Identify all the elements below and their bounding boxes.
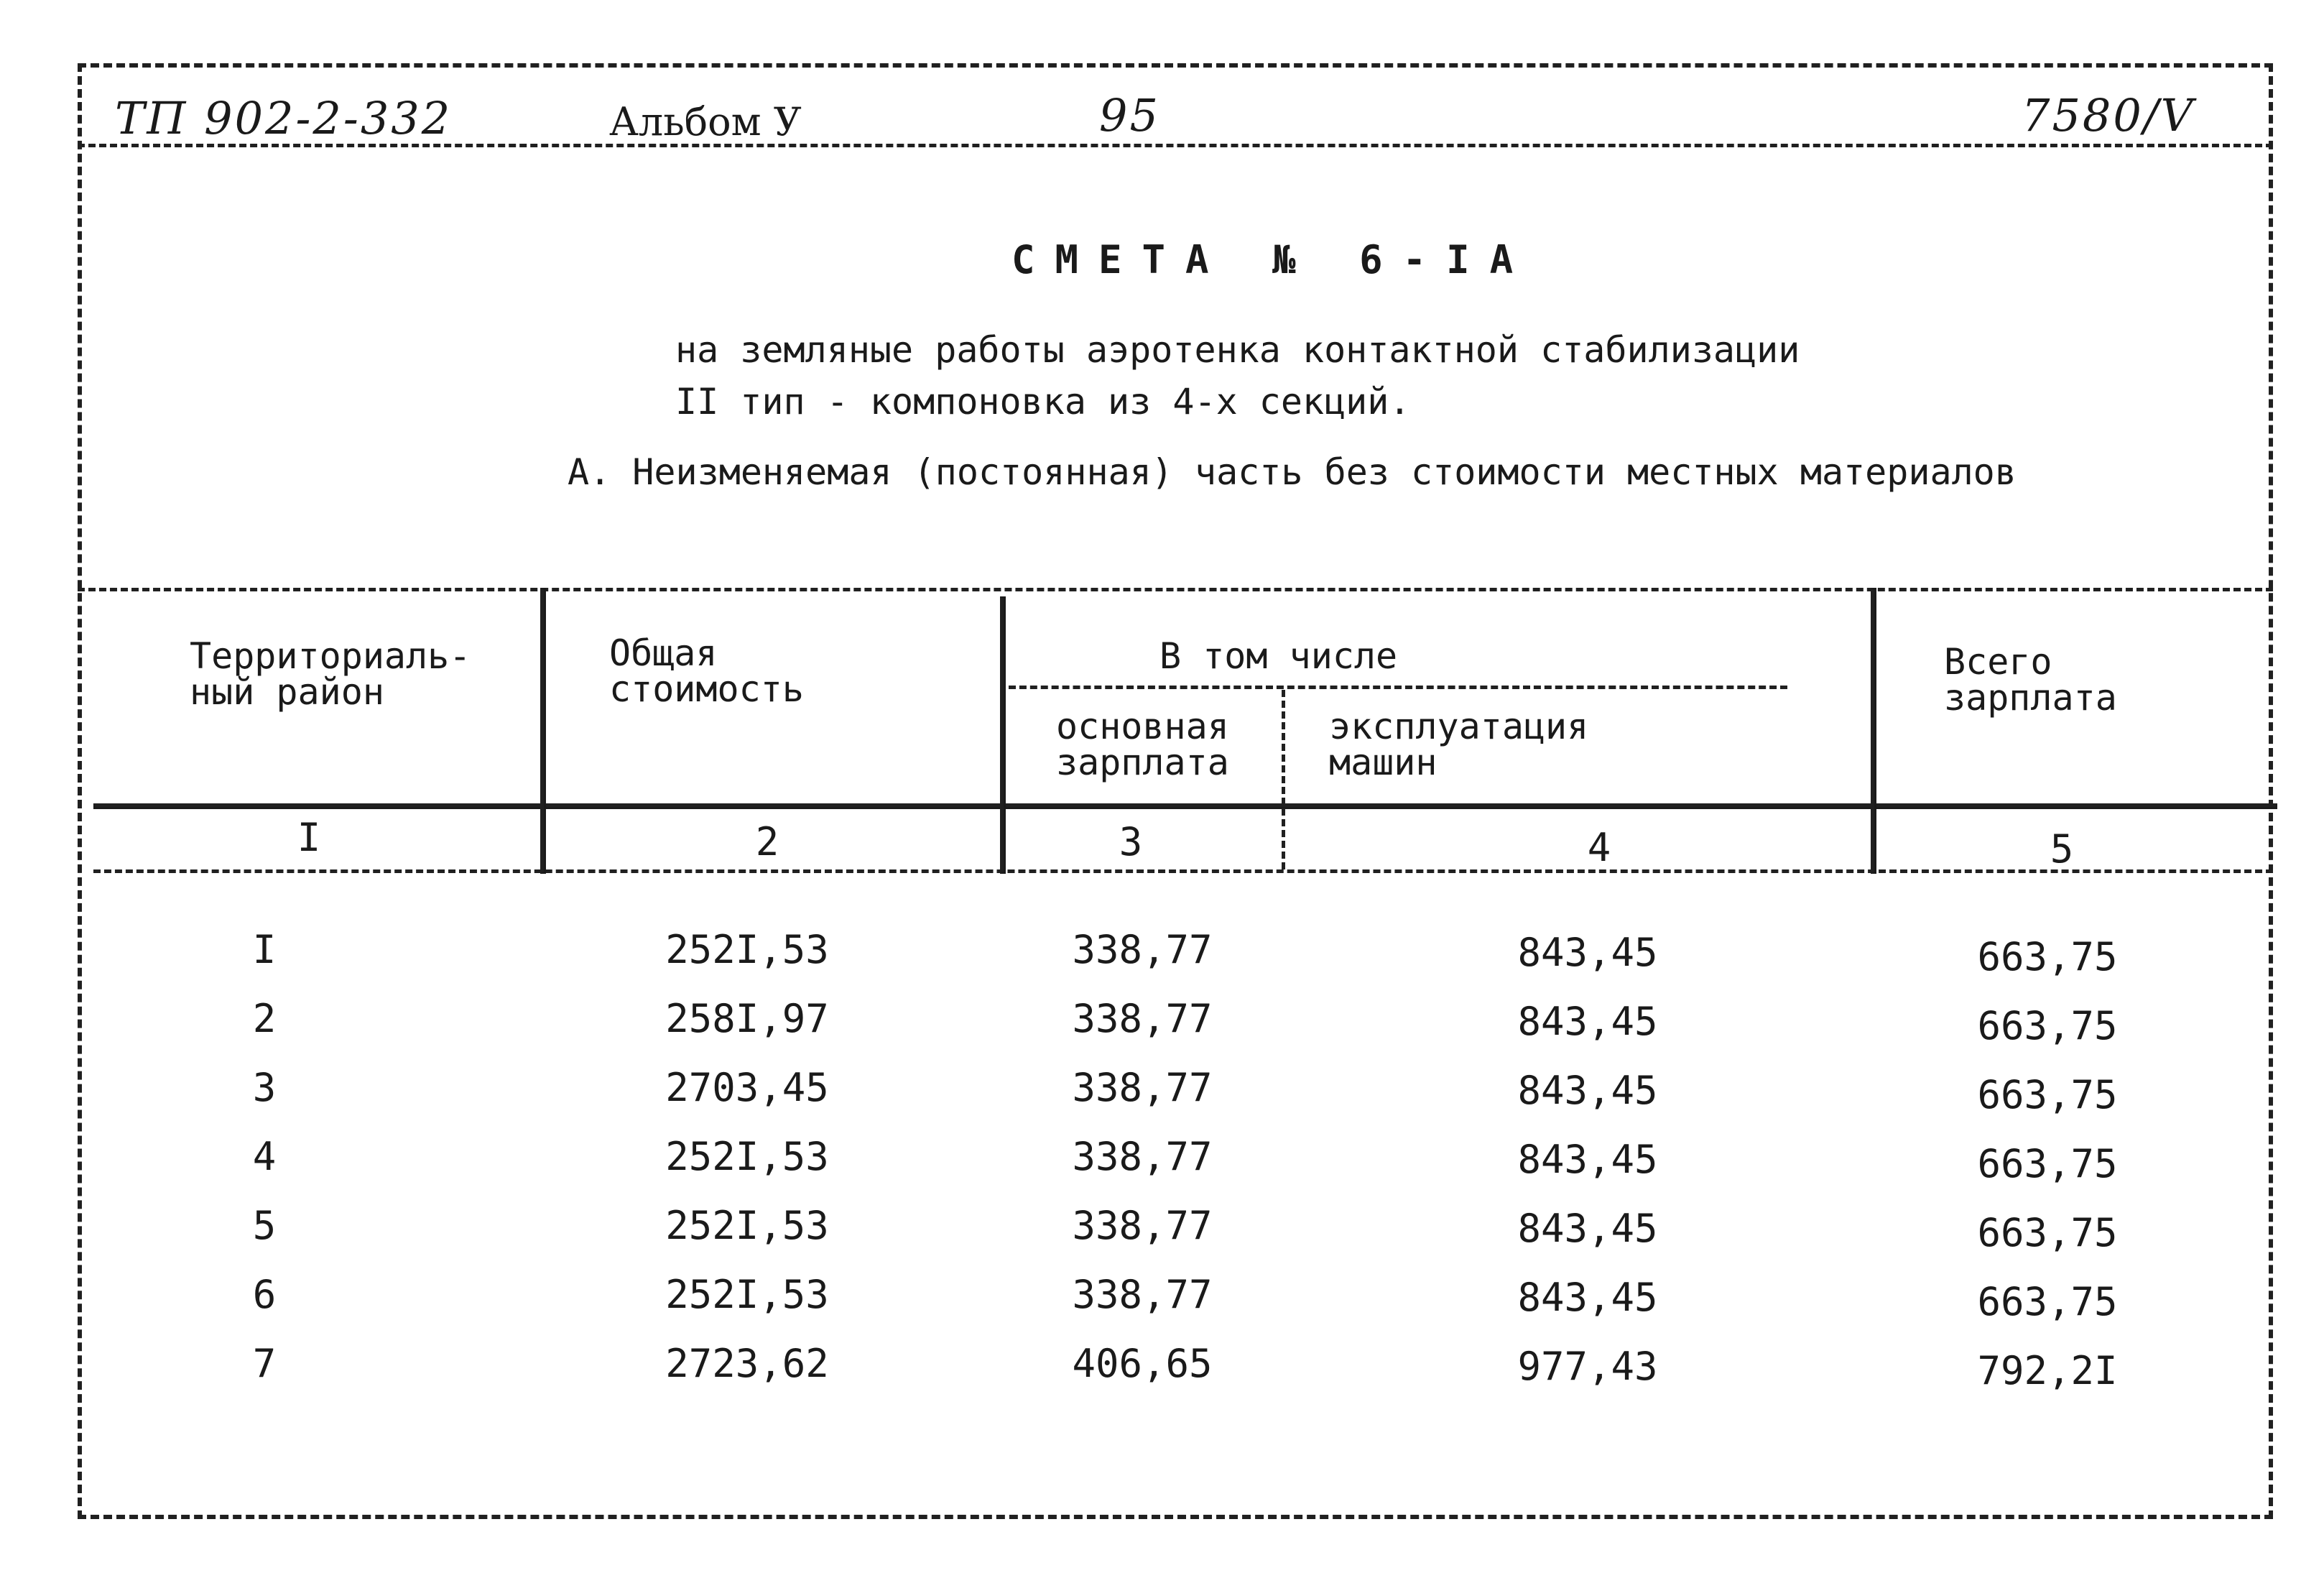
cell-region: 2 [252, 996, 277, 1041]
cell-base-salary: 338,77 [1072, 996, 1213, 1041]
column-number-5: 5 [2050, 826, 2074, 872]
cell-region: 7 [252, 1341, 277, 1386]
column-divider-3 [1282, 690, 1285, 869]
header-total-cost: Общая стоимость [609, 632, 804, 710]
cell-total-salary: 663,75 [1977, 1210, 2118, 1255]
cell-machines: 977,43 [1517, 1344, 1658, 1389]
estimate-title: СМЕТА № 6-IА [1011, 237, 1534, 282]
cell-region: 4 [252, 1134, 277, 1179]
cell-base-salary: 338,77 [1072, 927, 1213, 972]
including-underline [1009, 686, 1787, 689]
cell-machines: 843,45 [1517, 1137, 1658, 1182]
cell-region: 3 [252, 1065, 277, 1110]
cell-total-cost: 252I,53 [665, 1134, 829, 1179]
cell-base-salary: 338,77 [1072, 1065, 1213, 1110]
cell-machines: 843,45 [1517, 930, 1658, 975]
cell-machines: 843,45 [1517, 1206, 1658, 1251]
cell-region: 5 [252, 1203, 277, 1248]
cell-total-salary: 663,75 [1977, 1003, 2118, 1048]
cell-base-salary: 338,77 [1072, 1203, 1213, 1248]
subtitle-line-2: II тип - компоновка из 4-х секций. [675, 381, 1411, 423]
header-machines: эксплуатация машин [1329, 706, 1589, 783]
header-bottom-border [93, 803, 2277, 809]
column-divider-2 [1000, 596, 1006, 874]
column-numbers-bottom-border [93, 869, 2273, 873]
column-number-2: 2 [755, 819, 779, 864]
column-number-1: I [297, 815, 321, 860]
header-including: В том числе [1159, 635, 1398, 677]
cell-machines: 843,45 [1517, 1068, 1658, 1113]
cell-total-cost: 2703,45 [665, 1065, 829, 1110]
cell-machines: 843,45 [1517, 1275, 1658, 1320]
column-number-3: 3 [1119, 819, 1143, 864]
cell-total-cost: 252I,53 [665, 927, 829, 972]
table-top-border [78, 588, 2273, 591]
header-region: Территориаль- ный район [190, 635, 471, 713]
cell-total-cost: 2723,62 [665, 1341, 829, 1386]
document-code: ТП 902-2-332 [115, 92, 453, 144]
cell-base-salary: 338,77 [1072, 1272, 1213, 1317]
header-base-salary: основная зарплата [1056, 706, 1229, 783]
cell-total-cost: 252I,53 [665, 1272, 829, 1317]
cell-total-salary: 792,2I [1977, 1348, 2118, 1393]
subtitle-line-1: на земляные работы аэротенка контактной стабилизации [675, 329, 1800, 371]
cell-total-salary: 663,75 [1977, 1141, 2118, 1186]
cell-region: I [252, 927, 277, 972]
cell-region: 6 [252, 1272, 277, 1317]
page-number: 95 [1099, 89, 1160, 142]
subtitle-line-3: А. Неизменяемая (постоянная) часть без стоимости местных материалов [568, 451, 2017, 493]
cell-base-salary: 406,65 [1072, 1341, 1213, 1386]
cell-total-salary: 663,75 [1977, 1279, 2118, 1324]
cell-total-salary: 663,75 [1977, 934, 2118, 979]
archive-number: 7580/V [2022, 89, 2195, 142]
cell-total-cost: 258I,97 [665, 996, 829, 1041]
column-divider-4 [1871, 588, 1876, 874]
cell-total-cost: 252I,53 [665, 1203, 829, 1248]
cell-base-salary: 338,77 [1072, 1134, 1213, 1179]
column-divider-1 [540, 588, 546, 874]
album-label: Альбом У [609, 99, 802, 144]
cell-total-salary: 663,75 [1977, 1072, 2118, 1117]
column-number-4: 4 [1587, 825, 1611, 870]
header-total-salary: Всего зарплата [1944, 641, 2117, 719]
cell-machines: 843,45 [1517, 999, 1658, 1044]
